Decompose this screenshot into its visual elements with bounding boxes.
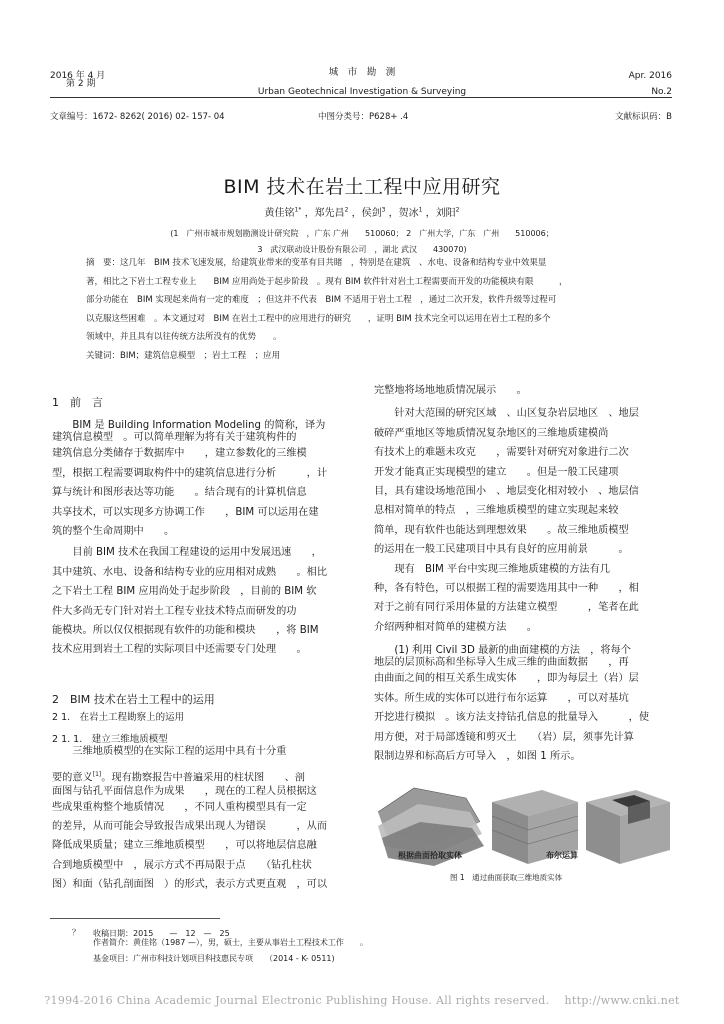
paragraph-2-line: 能模块。所以仅仅根据现有软件的功能和模块 ，将 BIM [52, 625, 319, 637]
paragraph-2-line: 其中建筑、水电、设备和结构专业的应用相对成熟 。相比 [52, 566, 328, 578]
subsection-2-1-1-heading: 2 1. 1. 建立三维地质模型 [52, 734, 168, 746]
paragraph-1-line: 型，根据工程需要调取构件中的建筑信息进行分析 ，计 [52, 467, 328, 479]
paragraph-3-line: 合到地质模型中 ，展示方式不再局限于点 （钻孔柱状 [52, 859, 312, 871]
author-4-mark: 1 [418, 206, 423, 214]
paragraph-6-line: 由曲面之间的相互关系生成实体 ，即为每层土（岩）层 [374, 673, 639, 685]
paragraph-5-line: 种，各有特色，可以根据工程的需要选用其中一种 ，相 [374, 583, 639, 595]
section-1-heading: 1 前 言 [52, 396, 103, 409]
header-date-left: 2016 年 4 月 [50, 71, 106, 81]
paragraph-3-line: 面图与钻孔平面信息作为成果 ，现在的工程人员根据这 [52, 785, 317, 797]
paragraph-5-first-line: 现有 BIM 平台中实现三维地质建模的方法有几 [394, 563, 610, 575]
paragraph-6-first-line: (1) 利用 Civil 3D 最新的曲面建模的方法 ，将每个 [394, 645, 631, 657]
author-2-mark: 2 [344, 206, 349, 214]
header-issue-right: No.2 [651, 87, 672, 97]
article-number: 文章编号：1672- 8262( 2016) 02- 157- 04 [50, 112, 225, 122]
footnote-author-intro: 作者简介：黄佳铭（1987 —），男，硕士，主要从事岩土工程技术工作 。 [93, 938, 368, 947]
paragraph-2-first-line: 目前 BIM 技术在我国工程建设的运用中发展迅速 ， [72, 547, 322, 559]
paragraph-3-line [52, 768, 350, 784]
author-1-mark: 1* [294, 206, 302, 214]
author-3-mark: 3 [381, 206, 386, 214]
header-issue-left: 第 2 期 [66, 79, 96, 89]
paragraph-2-line: 件大多尚无专门针对岩土工程专业技术特点而研发的功 [52, 605, 297, 617]
paragraph-4-line: 破碎严重地区等地质情况复杂地区的三维地质建模尚 [374, 427, 609, 439]
abstract-line: 领域中，并且具有以往传统方法所没有的优势 。 [86, 332, 282, 342]
author-4: ，贺冰 [388, 208, 419, 219]
paragraph-5-line: 对于之前有同行采用体量的方法建立模型 ，笔者在此 [374, 602, 639, 614]
paragraph-1-first-line: BIM 是 Building Information Modeling 的简称，译为 [72, 420, 326, 432]
paragraph-5-line: 介绍两种相对简单的建模方法 。 [374, 621, 537, 633]
paragraph-4-line: 息相对简单的特点 ，三维地质模型的建立实现起来较 [374, 505, 619, 517]
journal-title-en: Urban Geotechnical Investigation & Surveying [257, 87, 467, 97]
author-1: 黄佳铭 [264, 208, 295, 219]
paragraph-3-line: 的差异，从而可能会导致报告成果出现人为错误 ，从而 [52, 821, 328, 833]
paragraph-6-line: 开挖进行模拟 。该方法支持钻孔信息的批量导入 ，使 [374, 712, 650, 724]
paragraph-4-line: 的运用在一般工民建项目中具有良好的应用前景 。 [374, 544, 629, 556]
abstract-line: 摘 要：这几年 BIM 技术飞速发展，给建筑业带来的变革有目共睹 ，特别是在建筑 、水电、设备和结构专业中效果显 [86, 258, 547, 268]
abstract-line: 以克服这些困难 。本文通过对 BIM 在岩土工程中的应用进行的研究 ，证明 BIM 技术完全可以运用在岩土工程的多个 [86, 313, 551, 324]
paragraph-1-line: 共享技术，可以实现多方协调工作 ，BIM 可以运用在建 [52, 506, 319, 518]
figure-1-caption: 图 1 通过曲面获取三维地质实体 [450, 873, 563, 882]
paragraph-6-line: 限制边界和标高后方可导入 ，如图 1 所示。 [374, 750, 581, 762]
footnote-marker: ？ [72, 928, 80, 937]
abstract-block [86, 254, 646, 365]
paragraph-6-line: 地层的层顶标高和坐标导入生成三维的曲面数据 ，再 [374, 657, 629, 669]
paragraph-3-line: 图）和面（钻孔剖面图 ）的形式，表示方式更直观 ，可以 [52, 879, 328, 891]
figure-label-surface-extraction: 根据曲面拾取实体 [398, 851, 462, 860]
paragraph-3-line: 些成果重构整个地质情况 ，不同人重构模型具有一定 [52, 801, 307, 813]
author-3: ，侯剑 [351, 208, 382, 219]
paragraph-4-first-line: 针对大范围的研究区域 、山区复杂岩层地区 、地层 [394, 408, 639, 420]
paragraph-2-line: 技术应用到岩土工程的实际项目中还需要专门处理 。 [52, 644, 307, 656]
header-date-right: Apr. 2016 [628, 71, 672, 81]
paragraph-4-line: 目，具有建设场地范围小 、地层变化相对较小 、地层信 [374, 486, 639, 498]
footnote-received-date: 收稿日期：2015 — 12 — 25 [93, 929, 230, 938]
paragraph-1-line: 建筑信息模型 。可以简单理解为将有关于建筑构件的 [52, 432, 297, 444]
copyright-footer: ?1994-2016 China Academic Journal Electronic Publishing House. All rights reserved. http://www.cnki.net [44, 994, 680, 1007]
author-5: ，刘阳 [425, 208, 456, 219]
paragraph-4-line: 开发才能真正实现模型的建立 。但是一般工民建项 [374, 466, 619, 478]
author-list [0, 204, 724, 219]
author-2: ，郑先昌 [304, 208, 345, 219]
footnote-fund: 基金项目：广州市科技计划项目科技惠民专项 （2014 - K- 0511) [93, 954, 335, 963]
paragraph-6-line: 实体。所生成的实体可以进行布尔运算 ，可以对基坑 [374, 692, 629, 704]
paragraph-3-line: 降低成果质量；建立三维地质模型 ，可以将地层信息融 [52, 840, 317, 852]
subsection-2-1-heading: 2 1. 在岩土工程勘察上的运用 [52, 712, 185, 724]
keywords: 关键词：BIM；建筑信息模型 ；岩土工程 ；应用 [86, 350, 281, 361]
paper-title: BIM 技术在岩土工程中应用研究 [223, 176, 501, 198]
document-code: 文献标识码：B [615, 112, 672, 122]
paragraph-1-line: 算与统计和图形表达等功能 。结合现有的计算机信息 [52, 487, 307, 499]
paragraph-3-line-end: 。现有勘察报告中普遍采用的柱状图 、剖 [101, 772, 305, 784]
paragraph-4-line: 有技术上的难题未攻克 ，需要针对研究对象进行二次 [374, 447, 629, 459]
affiliation-line-1: (1 广州市城市规划勘测设计研究院 ，广东 广州 510060； 2 广州大学，广东 广州 510006； [170, 229, 554, 238]
figure-1-geology-models [374, 782, 672, 872]
paragraph-continued-line: 完整地将场地地质情况展示 。 [374, 385, 527, 396]
paragraph-6-line: 用方便，对于局部透镜和剪灭土 （岩）层，须事先计算 [374, 731, 634, 743]
affiliation-line-2: 3 武汉联动设计股份有限公司 ，湖北 武汉 430070) [257, 245, 467, 254]
paragraph-1-line: 筑的整个生命周期中 。 [52, 526, 175, 538]
clc-number: 中图分类号：P628+ .4 [318, 112, 409, 122]
author-5-mark: 2 [455, 206, 460, 214]
abstract-line: 部分功能在 BIM 实现起来尚有一定的难度 ；但这并不代表 BIM 不适用于岩土工程 ，通过二次开发，软件升级等过程可 [86, 295, 557, 305]
footnote-rule [50, 918, 220, 919]
paragraph-3-first-line: 三维地质模型的在实际工程的运用中具有十分重 [72, 746, 287, 758]
section-2-heading: 2 BIM 技术在岩土工程中的运用 [52, 692, 215, 706]
paragraph-1-line: 建筑信息分类储存于数据库中 ，建立参数化的三维模 [52, 448, 307, 460]
right-column [374, 381, 672, 766]
citation-ref-1: [1] [92, 771, 102, 779]
paragraph-4-line: 简单，现有软件也能达到理想效果 。故三维地质模型 [374, 524, 629, 536]
journal-title-cn: 城 市 勘 测 [328, 67, 396, 78]
header-rule [50, 97, 672, 98]
boolean-excavation-block [586, 790, 670, 864]
paragraph-2-line: 之下岩土工程 BIM 应用尚处于起步阶段 ，目前的 BIM 软 [52, 586, 317, 598]
figure-label-boolean-operation: 布尔运算 [546, 851, 578, 860]
left-column [52, 393, 350, 895]
paragraph-3-line-start: 要的意义 [52, 772, 93, 784]
abstract-line: 著，相比之下岩土工程专业上 BIM 应用尚处于起步阶段 。现有 BIM 软件针对岩土工程需要而开发的功能模块有限 ， [86, 276, 568, 287]
